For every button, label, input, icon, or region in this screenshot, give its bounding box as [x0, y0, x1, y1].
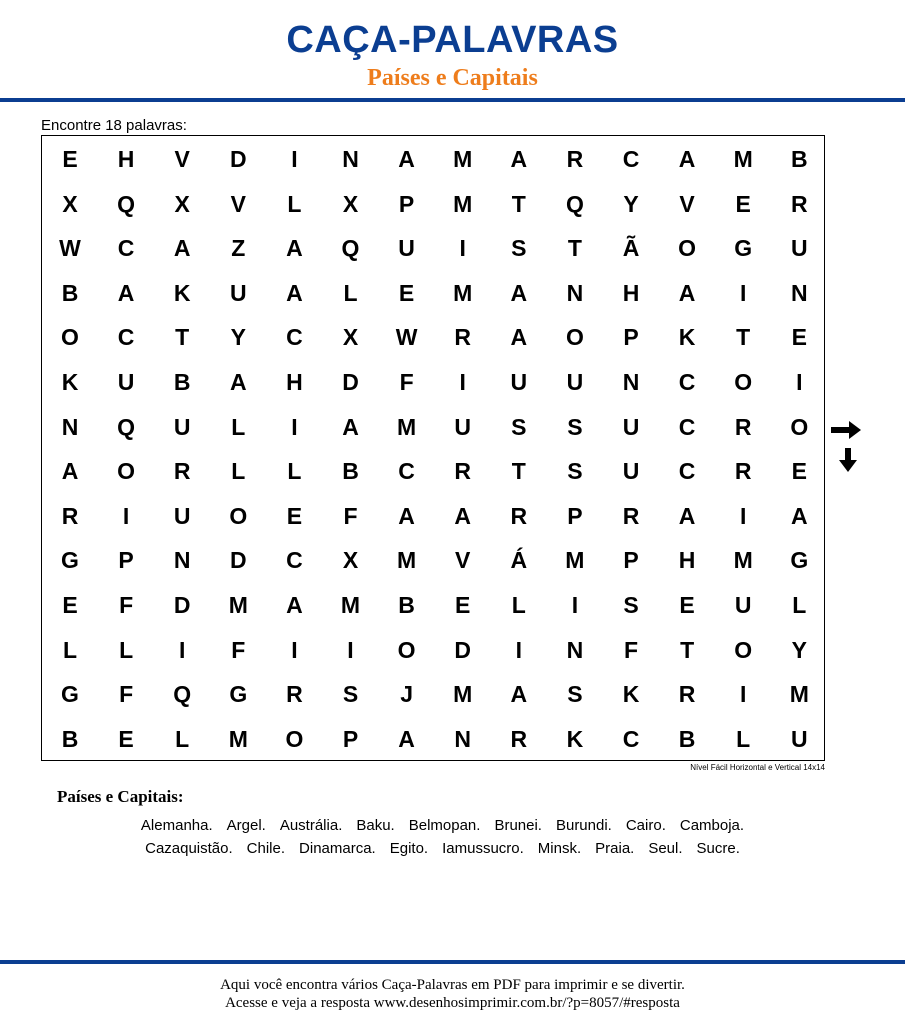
word-list-item: Austrália. [279, 817, 343, 834]
grid-letter: C [678, 413, 696, 440]
top-divider [0, 98, 905, 102]
grid-letter: U [454, 413, 471, 440]
grid-letter: I [122, 502, 130, 529]
grid-letter: I [178, 636, 186, 663]
word-list-item: Belmopan. [408, 817, 481, 834]
grid-letter: E [398, 279, 415, 306]
grid-letter: L [343, 279, 358, 306]
grid-letter: B [61, 725, 79, 752]
grid-letter: N [566, 279, 584, 306]
grid-letter: G [229, 681, 248, 708]
grid-letter: F [623, 636, 639, 663]
grid-letter: I [571, 592, 579, 618]
grid-letter: B [61, 279, 79, 306]
grid-letter: U [734, 592, 752, 618]
grid-letter: A [790, 502, 808, 529]
word-list-item: Minsk. [537, 840, 582, 857]
grid-letter: Z [231, 235, 246, 262]
grid-letter: V [230, 190, 246, 217]
grid-letter: M [453, 279, 473, 306]
grid-letter: B [678, 725, 696, 752]
grid-letter: H [622, 279, 640, 306]
word-list-item: Iamussucro. [442, 840, 524, 857]
grid-letter: M [733, 547, 753, 574]
grid-letter: C [117, 324, 135, 351]
grid-letter: S [567, 681, 583, 708]
word-list-item: Alemanha. [140, 817, 213, 834]
grid-letter: I [459, 235, 466, 262]
grid-letter: A [510, 681, 528, 708]
grid-letter: M [397, 547, 417, 574]
grid-letter: C [678, 369, 696, 395]
grid-letter: A [398, 725, 415, 752]
grid-letter: U [622, 413, 640, 440]
level-caption: Nível Fácil Horizontal e Vertical 14x14 [690, 763, 825, 772]
grid-letter: E [286, 502, 303, 529]
grid-letter: U [173, 502, 191, 529]
grid-letter: T [175, 324, 190, 351]
grid-letter: R [454, 324, 471, 351]
word-list-item: Egito. [389, 840, 429, 857]
grid-letter: I [291, 636, 298, 663]
grid-letter: G [61, 681, 79, 708]
grid-letter: O [61, 324, 79, 351]
grid-letter: M [789, 681, 809, 708]
grid-letter: I [291, 146, 298, 172]
grid-letter: A [286, 592, 303, 618]
grid-letter: F [343, 502, 358, 529]
grid-letter: A [398, 146, 415, 172]
grid-letter: T [736, 324, 751, 351]
grid-letter: A [510, 279, 528, 306]
grid-letter: I [739, 279, 747, 306]
grid-letter: D [229, 146, 247, 172]
grid-letter: R [566, 146, 584, 172]
grid-letter: V [455, 547, 471, 574]
grid-letter: E [118, 725, 134, 752]
grid-letter: B [342, 458, 359, 485]
grid-letter: A [229, 369, 247, 395]
word-list-item: Chile. [246, 840, 286, 857]
grid-letter: Q [565, 190, 584, 217]
grid-letter: W [395, 324, 418, 351]
grid-letter: U [229, 279, 247, 306]
grid-letter: P [118, 547, 134, 574]
word-search-grid [41, 135, 825, 761]
grid-letter: M [565, 547, 585, 574]
grid-letter: A [117, 279, 135, 306]
footer-line-2: Acesse e veja a resposta www.desenhosimprimir.com.br/?p=8057/#resposta [225, 995, 680, 1011]
grid-letter: S [567, 413, 583, 440]
grid-letter: U [510, 369, 528, 395]
grid-letter: L [62, 636, 78, 663]
grid-letter: C [117, 235, 135, 262]
grid-letter: I [739, 681, 747, 708]
grid-letter: K [61, 369, 79, 395]
grid-letter: C [622, 725, 640, 752]
grid-letter: B [398, 592, 415, 618]
grid-letter: I [291, 413, 298, 440]
grid-letter: N [790, 279, 808, 306]
grid-letter: O [678, 235, 697, 262]
grid-letter: H [678, 547, 696, 574]
word-list-item: Seul. [648, 840, 683, 857]
page-title: CAÇA-PALAVRAS [286, 19, 619, 61]
grid-letter: X [342, 190, 359, 217]
grid-letter: P [398, 190, 415, 217]
grid-letter: C [398, 458, 415, 485]
grid-letter: U [790, 725, 808, 752]
grid-letter: X [174, 190, 190, 217]
grid-letter: K [622, 681, 640, 708]
grid-letter: J [400, 681, 413, 708]
arrow-right-icon [829, 420, 863, 440]
grid-letter: E [455, 592, 471, 618]
word-list-line-2 [0, 840, 885, 858]
grid-letter: G [790, 547, 809, 574]
grid-letter: F [231, 636, 246, 663]
grid-letter: E [791, 324, 807, 351]
grid-letter: L [231, 458, 246, 485]
grid-letter: A [678, 502, 696, 529]
grid-letter: Á [510, 547, 528, 574]
grid-letter: R [622, 502, 640, 529]
grid-letter: R [61, 502, 79, 529]
grid-letter: L [511, 592, 526, 618]
word-list-item: Cazaquistão. [145, 840, 233, 857]
grid-letter: Q [341, 235, 360, 262]
grid-letter: P [623, 324, 639, 351]
grid-letter: E [735, 190, 751, 217]
grid-letter: S [511, 235, 527, 262]
grid-letter: U [790, 235, 808, 262]
grid-letter: O [790, 413, 809, 440]
grid-letter: R [286, 681, 303, 708]
grid-letter: A [510, 146, 528, 172]
grid-letter: T [511, 190, 526, 217]
grid-letter: L [287, 190, 302, 217]
grid-letter: R [510, 502, 528, 529]
grid-letter: R [734, 458, 752, 485]
grid-letter: M [453, 190, 473, 217]
grid-letter: W [59, 235, 81, 262]
grid-letter: N [566, 636, 584, 663]
word-list-item: Praia. [595, 840, 635, 857]
grid-letter: R [173, 458, 191, 485]
grid-letter: A [286, 279, 303, 306]
grid-letter: N [173, 547, 191, 574]
grid-letter: S [567, 458, 583, 485]
grid-letter: B [790, 146, 808, 172]
grid-letter: G [61, 547, 79, 574]
grid-letter: R [678, 681, 696, 708]
grid-letter: C [286, 324, 303, 351]
grid-letter: M [453, 681, 473, 708]
grid-letter: I [739, 502, 747, 529]
word-list-line-1 [0, 817, 885, 835]
grid-letter: M [340, 592, 361, 618]
grid-letter: O [117, 458, 136, 485]
grid-letter: E [62, 592, 78, 618]
word-list-item: Sucre. [696, 840, 740, 857]
word-list-title: Países e Capitais: [57, 787, 184, 806]
grid-letter: C [622, 146, 640, 172]
grid-letter: R [510, 725, 528, 752]
grid-letter: D [342, 369, 359, 395]
word-list-item: Cairo. [625, 817, 666, 834]
grid-letter: L [736, 725, 751, 752]
bottom-divider [0, 960, 905, 964]
grid-letter: G [734, 235, 753, 262]
grid-letter: M [733, 146, 753, 172]
grid-letter: F [399, 369, 414, 395]
page-subtitle: Países e Capitais [367, 65, 538, 91]
grid-letter: O [397, 636, 416, 663]
grid-letter: D [454, 636, 471, 663]
grid-letter: O [285, 725, 304, 752]
grid-letter: D [229, 547, 247, 574]
grid-letter: U [173, 413, 191, 440]
grid-letter: A [286, 235, 303, 262]
grid-letter: X [342, 547, 359, 574]
grid-letter: H [117, 146, 135, 172]
grid-letter: V [174, 146, 190, 172]
grid-letter: C [286, 547, 303, 574]
footer-line-1: Aqui você encontra vários Caça-Palavras em PDF para imprimir e se divertir. [220, 977, 685, 993]
grid-letter: T [567, 235, 582, 262]
grid-letter: I [347, 636, 354, 663]
grid-letter: K [678, 324, 696, 351]
grid-letter: Y [230, 324, 246, 351]
grid-letter: Q [117, 190, 136, 217]
grid-letter: O [229, 502, 248, 529]
grid-letter: Ã [622, 235, 640, 262]
grid-letter: K [173, 279, 191, 306]
grid-letter: O [565, 324, 584, 351]
grid-letter: L [287, 458, 302, 485]
grid-letter: L [175, 725, 190, 752]
grid-letter: O [734, 369, 753, 395]
word-list-item: Baku. [356, 817, 395, 834]
grid-letter: N [454, 725, 471, 752]
grid-letter: A [398, 502, 415, 529]
grid-letter: O [734, 636, 753, 663]
grid-letter: A [61, 458, 79, 485]
grid-letter: P [342, 725, 359, 752]
grid-letter: B [173, 369, 191, 395]
grid-letter: N [342, 146, 359, 172]
grid-letter: L [231, 413, 246, 440]
grid-letter: A [678, 146, 696, 172]
grid-letter: E [791, 458, 807, 485]
grid-letter: D [173, 592, 191, 618]
word-list-item: Dinamarca. [299, 840, 376, 857]
grid-letter: E [679, 592, 695, 618]
word-list-item: Camboja. [679, 817, 745, 834]
grid-letter: Y [791, 636, 807, 663]
grid-letter: F [119, 681, 134, 708]
grid-letter: P [623, 547, 639, 574]
grid-letter: Q [173, 681, 192, 708]
grid-letter: I [459, 369, 466, 395]
grid-letter: S [511, 413, 527, 440]
grid-letter: K [566, 725, 584, 752]
grid-letter: I [796, 369, 803, 395]
grid-letter: N [622, 369, 640, 395]
grid-letter: Y [623, 190, 639, 217]
grid-letter: V [679, 190, 695, 217]
grid-letter: N [61, 413, 79, 440]
grid-letter: M [453, 146, 473, 172]
grid-letter: U [566, 369, 584, 395]
grid-letter: S [623, 592, 639, 618]
word-list-item: Argel. [226, 817, 266, 834]
grid-letter: L [119, 636, 134, 663]
grid-letter: M [228, 592, 248, 618]
grid-letter: A [173, 235, 191, 262]
grid-letter: A [510, 324, 528, 351]
grid-letter: A [342, 413, 359, 440]
grid-letter: U [117, 369, 135, 395]
grid-letter: H [286, 369, 303, 395]
grid-letter: T [511, 458, 526, 485]
grid-letter: F [119, 592, 134, 618]
word-list-item: Burundi. [555, 817, 612, 834]
grid-letter: M [228, 725, 248, 752]
grid-letter: X [62, 190, 78, 217]
grid-letter: P [567, 502, 583, 529]
grid-letter: M [397, 413, 417, 440]
grid-letter: C [678, 458, 696, 485]
grid-letter: E [62, 146, 78, 172]
grid-letter: U [398, 235, 415, 262]
arrow-down-icon [838, 446, 858, 474]
grid-letter: A [678, 279, 696, 306]
grid-letter: S [342, 681, 359, 708]
grid-letter: Q [117, 413, 136, 440]
grid-letter: R [734, 413, 752, 440]
grid-letter: U [622, 458, 640, 485]
word-list-item: Brunei. [494, 817, 542, 834]
grid-letter: L [792, 592, 807, 618]
grid-letter: I [515, 636, 522, 663]
grid-letter: R [454, 458, 471, 485]
grid-letter: R [790, 190, 808, 217]
grid-letter: A [454, 502, 471, 529]
grid-letter: T [680, 636, 695, 663]
instructions-text: Encontre 18 palavras: [41, 117, 187, 134]
grid-letter: X [342, 324, 359, 351]
